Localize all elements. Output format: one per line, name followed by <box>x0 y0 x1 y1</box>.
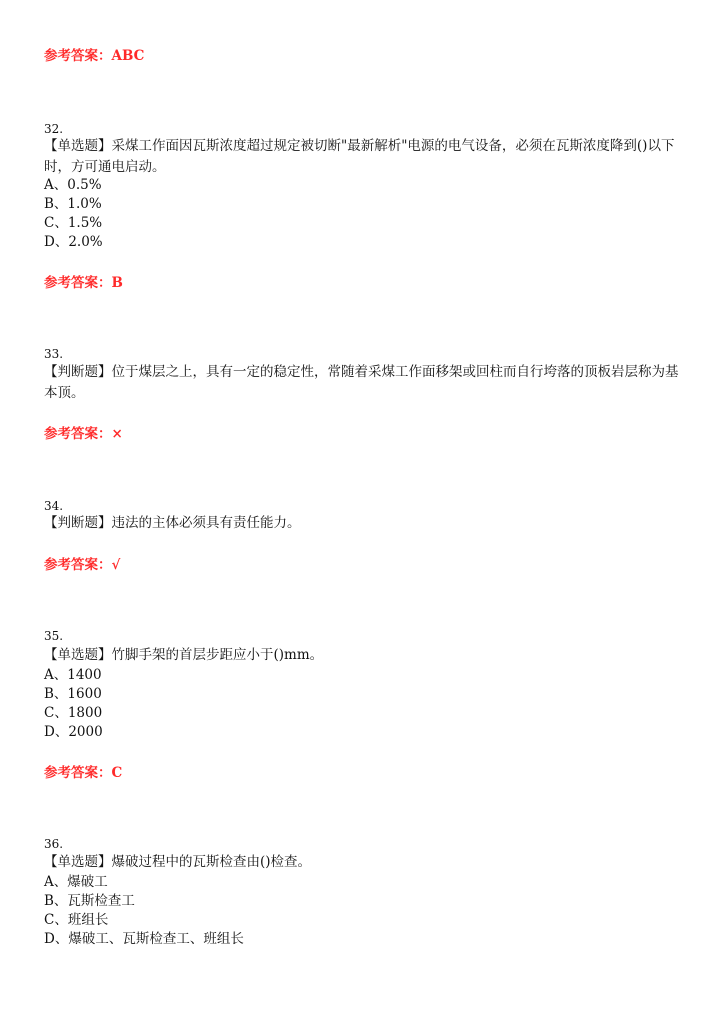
option-c: C、班组长 <box>44 912 109 928</box>
answer-line <box>44 761 122 781</box>
answer-label: 参考答案： <box>44 557 112 573</box>
option-c: C、1800 <box>44 705 103 721</box>
answer-line <box>44 422 123 442</box>
answer-value: √ <box>111 557 121 573</box>
option-b: B、1600 <box>44 686 102 702</box>
option-a: A、爆破工 <box>44 874 108 890</box>
question-number: 34. <box>44 499 64 513</box>
option-d: D、爆破工、瓦斯检查工、班组长 <box>44 931 244 947</box>
question-stem: 【单选题】采煤工作面因瓦斯浓度超过规定被切断"最新解析"电源的电气设备，必须在瓦斯浓度降到()以下时，方可通电启动。 <box>44 138 675 175</box>
question-stem: 【判断题】位于煤层之上，具有一定的稳定性，常随着采煤工作面移架或回柱而自行垮落的顶板岩层称为基本顶。 <box>44 364 679 401</box>
question-number: 32. <box>44 122 64 136</box>
answer-value: × <box>111 426 123 442</box>
question-number: 36. <box>44 837 64 851</box>
option-d: D、2000 <box>44 724 103 740</box>
answer-label: 参考答案： <box>44 426 112 442</box>
answer-label: 参考答案： <box>44 275 112 291</box>
question-stem: 【单选题】竹脚手架的首层步距应小于()mm。 <box>44 647 324 663</box>
option-a: A、0.5% <box>44 177 102 193</box>
answer-line <box>44 44 144 64</box>
question-number: 35. <box>44 629 64 643</box>
option-c: C、1.5% <box>44 215 103 231</box>
question-stem: 【判断题】违法的主体必须具有责任能力。 <box>44 515 301 531</box>
option-a: A、1400 <box>44 667 102 683</box>
option-d: D、2.0% <box>44 234 103 250</box>
question-number: 33. <box>44 347 64 361</box>
answer-line <box>44 271 123 291</box>
answer-value: ABC <box>111 48 145 64</box>
answer-value: C <box>111 765 123 781</box>
question-stem: 【单选题】爆破过程中的瓦斯检查由()检查。 <box>44 854 312 870</box>
answer-value: B <box>111 275 123 291</box>
option-b: B、1.0% <box>44 196 102 212</box>
answer-label: 参考答案： <box>44 765 112 781</box>
option-b: B、瓦斯检查工 <box>44 893 135 909</box>
answer-label: 参考答案： <box>44 48 112 64</box>
answer-line <box>44 553 120 573</box>
